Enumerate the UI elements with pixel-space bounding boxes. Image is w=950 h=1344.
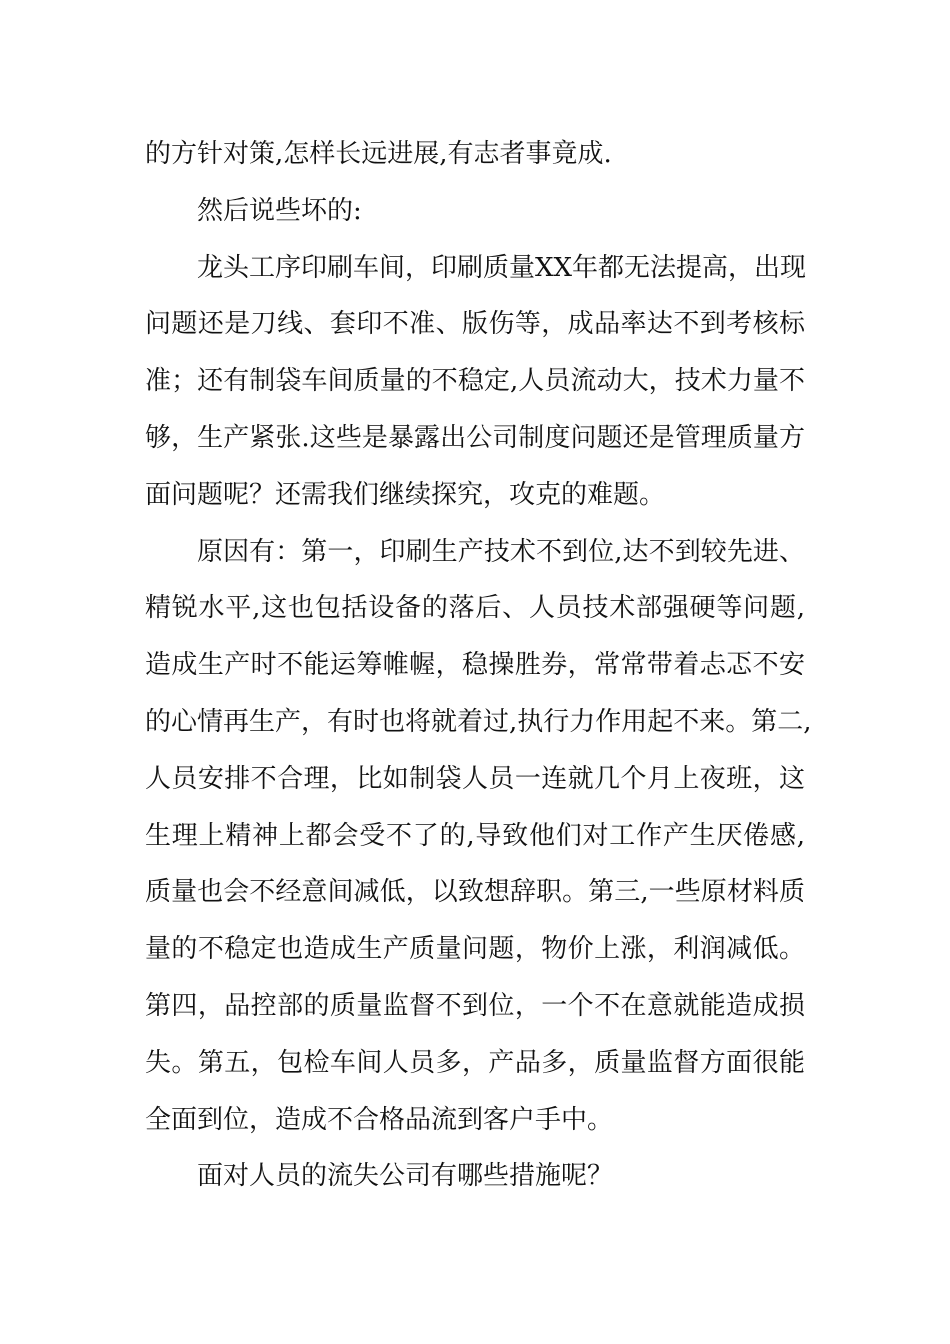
text-line: 生理上精神上都会受不了的,导致他们对工作产生厌倦感, bbox=[145, 820, 805, 851]
text-line: 面问题呢？还需我们继续探究，攻克的难题。 bbox=[145, 479, 666, 510]
text-line: 然后说些坏的: bbox=[197, 195, 362, 226]
text-line: 第四，品控部的质量监督不到位，一个不在意就能造成损 bbox=[145, 990, 805, 1021]
document-body bbox=[145, 126, 812, 1205]
text-line: 龙头工序印刷车间，印刷质量XX年都无法提高，出现 bbox=[197, 252, 807, 283]
text-line: 质量也会不经意间减低，以致想辞职。第三,一些原材料质 bbox=[145, 877, 805, 908]
text-line: 准；还有制袋车间质量的不稳定,人员流动大，技术力量不 bbox=[145, 366, 805, 397]
text-line: 全面到位，造成不合格品流到客户手中。 bbox=[145, 1104, 614, 1135]
text-line: 造成生产时不能运筹帷幄，稳操胜券，常常带着忐忑不安 bbox=[145, 650, 805, 681]
text-line: 量的不稳定也造成生产质量问题，物价上涨，利润减低。 bbox=[145, 934, 805, 965]
text-line: 人员安排不合理，比如制袋人员一连就几个月上夜班，这 bbox=[145, 763, 805, 794]
text-line: 的方针对策,怎样长远进展,有志者事竟成. bbox=[145, 139, 612, 169]
text-line: 失。第五，包检车间人员多，产品多，质量监督方面很能 bbox=[145, 1047, 805, 1078]
text-line: 原因有：第一，印刷生产技术不到位,达不到较先进、 bbox=[197, 536, 805, 567]
text-line: 够，生产紧张.这些是暴露出公司制度问题还是管理质量方 bbox=[145, 422, 805, 453]
text-line: 精锐水平,这也包括设备的落后、人员技术部强硬等问题, bbox=[145, 593, 805, 624]
text-line: 问题还是刀线、套印不准、版伤等，成品率达不到考核标 bbox=[145, 309, 805, 340]
text-line: 的心情再生产，有时也将就着过,执行力作用起不来。第二, bbox=[145, 706, 812, 737]
text-line: 面对人员的流失公司有哪些措施呢？ bbox=[197, 1161, 614, 1192]
